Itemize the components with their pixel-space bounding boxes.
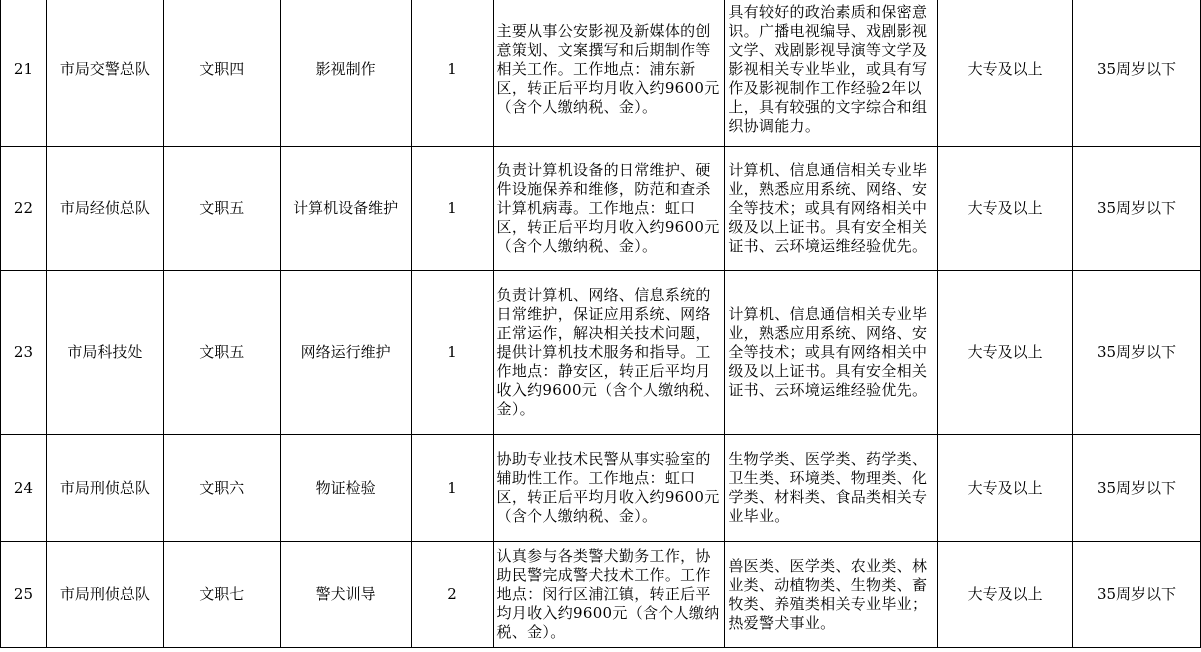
education-requirement: 大专及以上	[938, 271, 1073, 435]
position-name: 网络运行维护	[280, 271, 411, 435]
job-description: 认真参与各类警犬勤务工作，协助民警完成警犬技术工作。工作地点：闵行区浦江镇，转正后平均月收入约9600元（含个人缴纳税、金）。	[493, 542, 725, 648]
position-code: 文职四	[163, 0, 280, 147]
headcount: 1	[411, 0, 493, 147]
position-name: 计算机设备维护	[280, 147, 411, 271]
table-row	[1, 542, 1201, 648]
age-requirement: 35周岁以下	[1073, 147, 1201, 271]
position-name: 影视制作	[280, 0, 411, 147]
job-requirements: 兽医类、医学类、农业类、林业类、动植物类、生物类、畜牧类、养殖类相关专业毕业；热爱警犬事业。	[725, 542, 938, 648]
education-requirement: 大专及以上	[938, 0, 1073, 147]
position-name: 物证检验	[280, 435, 411, 542]
row-number: 22	[1, 147, 47, 271]
hiring-unit: 市局交警总队	[46, 0, 163, 147]
position-name: 警犬训导	[280, 542, 411, 648]
age-requirement: 35周岁以下	[1073, 542, 1201, 648]
table-row	[1, 435, 1201, 542]
row-number: 21	[1, 0, 47, 147]
education-requirement: 大专及以上	[938, 435, 1073, 542]
job-description: 协助专业技术民警从事实验室的辅助性工作。工作地点：虹口区，转正后平均月收入约9600元（含个人缴纳税、金）。	[493, 435, 725, 542]
education-requirement: 大专及以上	[938, 542, 1073, 648]
age-requirement: 35周岁以下	[1073, 271, 1201, 435]
job-requirements: 生物学类、医学类、药学类、卫生类、环境类、物理类、化学类、材料类、食品类相关专业毕业。	[725, 435, 938, 542]
row-number: 23	[1, 271, 47, 435]
row-number: 24	[1, 435, 47, 542]
headcount: 2	[411, 542, 493, 648]
job-requirements: 计算机、信息通信相关专业毕业，熟悉应用系统、网络、安全等技术；或具有网络相关中级及以上证书。具有安全相关证书、云环境运维经验优先。	[725, 147, 938, 271]
position-code: 文职七	[163, 542, 280, 648]
hiring-unit: 市局刑侦总队	[46, 435, 163, 542]
age-requirement: 35周岁以下	[1073, 0, 1201, 147]
age-requirement: 35周岁以下	[1073, 435, 1201, 542]
job-description: 负责计算机、网络、信息系统的日常维护，保证应用系统、网络正常运作，解决相关技术问题，提供计算机技术服务和指导。工作地点：静安区，转正后平均月收入约9600元（含个人缴纳税、金）。	[493, 271, 725, 435]
position-code: 文职六	[163, 435, 280, 542]
job-description: 主要从事公安影视及新媒体的创意策划、文案撰写和后期制作等相关工作。工作地点：浦东新区，转正后平均月收入约9600元（含个人缴纳税、金）。	[493, 0, 725, 147]
headcount: 1	[411, 271, 493, 435]
hiring-unit: 市局经侦总队	[46, 147, 163, 271]
position-code: 文职五	[163, 147, 280, 271]
headcount: 1	[411, 147, 493, 271]
job-requirements: 具有较好的政治素质和保密意识。广播电视编导、戏剧影视文学、戏剧影视导演等文学及影视相关专业毕业，或具有写作及影视制作工作经验2年以上，具有较强的文字综合和组织协调能力。	[725, 0, 938, 147]
hiring-unit: 市局科技处	[46, 271, 163, 435]
table-row	[1, 271, 1201, 435]
hiring-unit: 市局刑侦总队	[46, 542, 163, 648]
position-code: 文职五	[163, 271, 280, 435]
headcount: 1	[411, 435, 493, 542]
table-row	[1, 147, 1201, 271]
education-requirement: 大专及以上	[938, 147, 1073, 271]
table-row	[1, 0, 1201, 147]
row-number: 25	[1, 542, 47, 648]
job-requirements: 计算机、信息通信相关专业毕业，熟悉应用系统、网络、安全等技术；或具有网络相关中级及以上证书。具有安全相关证书、云环境运维经验优先。	[725, 271, 938, 435]
job-description: 负责计算机设备的日常维护、硬件设施保养和维修，防范和查杀计算机病毒。工作地点：虹口区，转正后平均月收入约9600元（含个人缴纳税、金）。	[493, 147, 725, 271]
